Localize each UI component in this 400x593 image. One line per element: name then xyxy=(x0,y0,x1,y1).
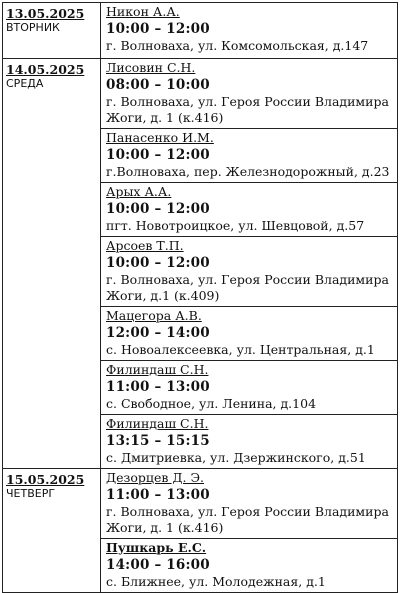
entry-cell xyxy=(101,361,398,415)
entry-name: Панасенко И.М. xyxy=(106,130,214,145)
entry-name: Арых А.А. xyxy=(106,184,172,199)
entry-address: г. Волноваха, ул. Героя России Владимира Жоги, д. 1 (к.416) xyxy=(106,504,389,535)
entry-address: г. Волноваха, ул. Героя России Владимира Жоги, д. 1 (к.416) xyxy=(106,94,389,125)
entry-name: Арсоев Т.П. xyxy=(106,238,184,253)
table-row xyxy=(3,469,398,539)
entry-cell xyxy=(101,237,398,307)
day-cell xyxy=(3,3,101,59)
entry-time: 10:00 – 12:00 xyxy=(106,255,210,271)
entry-time: 10:00 – 12:00 xyxy=(106,21,210,37)
entry-name: Никон А.А. xyxy=(106,4,180,19)
entry-cell xyxy=(101,469,398,539)
entry-time: 14:00 – 16:00 xyxy=(106,557,210,573)
entry-name: Филиндаш С.Н. xyxy=(106,362,209,377)
entry-time: 11:00 – 13:00 xyxy=(106,379,210,395)
day-date: 14.05.2025 xyxy=(6,62,85,77)
entry-cell xyxy=(101,539,398,593)
schedule-document xyxy=(2,2,398,589)
entry-cell xyxy=(101,183,398,237)
entry-address: пгт. Новотроицкое, ул. Шевцовой, д.57 xyxy=(106,218,365,233)
day-cell xyxy=(3,469,101,593)
entry-name: Мацегора А.В. xyxy=(106,308,202,323)
table-row xyxy=(3,3,398,59)
entry-address: г. Волноваха, ул. Героя России Владимира Жоги, д.1 (к.409) xyxy=(106,272,389,303)
entry-cell xyxy=(101,129,398,183)
entry-time: 11:00 – 13:00 xyxy=(106,487,210,503)
entry-cell xyxy=(101,307,398,361)
entry-time: 12:00 – 14:00 xyxy=(106,325,210,341)
table-row xyxy=(3,59,398,129)
entry-address: г.Волноваха, пер. Железнодорожный, д.23 xyxy=(106,164,390,179)
entry-time: 10:00 – 12:00 xyxy=(106,201,210,217)
entry-cell xyxy=(101,415,398,469)
entry-name: Филиндаш С.Н. xyxy=(106,416,209,431)
entry-time: 08:00 – 10:00 xyxy=(106,77,210,93)
entry-address: с. Свободное, ул. Ленина, д.104 xyxy=(106,396,317,411)
day-weekday: ВТОРНИК xyxy=(6,21,60,34)
entry-cell xyxy=(101,59,398,129)
entry-cell xyxy=(101,3,398,59)
entry-time: 13:15 – 15:15 xyxy=(106,433,210,449)
entry-name: Пушкарь Е.С. xyxy=(106,540,207,555)
entry-address: с. Новоалексеевка, ул. Центральная, д.1 xyxy=(106,342,375,357)
entry-time: 10:00 – 12:00 xyxy=(106,147,210,163)
entry-address: г. Волноваха, ул. Комсомольская, д.147 xyxy=(106,38,369,53)
day-weekday: СРЕДА xyxy=(6,77,44,90)
schedule-table xyxy=(2,2,398,593)
day-date: 15.05.2025 xyxy=(6,472,85,487)
entry-address: с. Ближнее, ул. Молодежная, д.1 xyxy=(106,574,326,589)
entry-name: Лисовин С.Н. xyxy=(106,60,196,75)
day-cell xyxy=(3,59,101,469)
entry-name: Дезорцев Д. Э. xyxy=(106,470,204,485)
day-weekday: ЧЕТВЕРГ xyxy=(6,487,56,500)
entry-address: с. Дмитриевка, ул. Дзержинского, д.51 xyxy=(106,450,366,465)
day-date: 13.05.2025 xyxy=(6,6,85,21)
